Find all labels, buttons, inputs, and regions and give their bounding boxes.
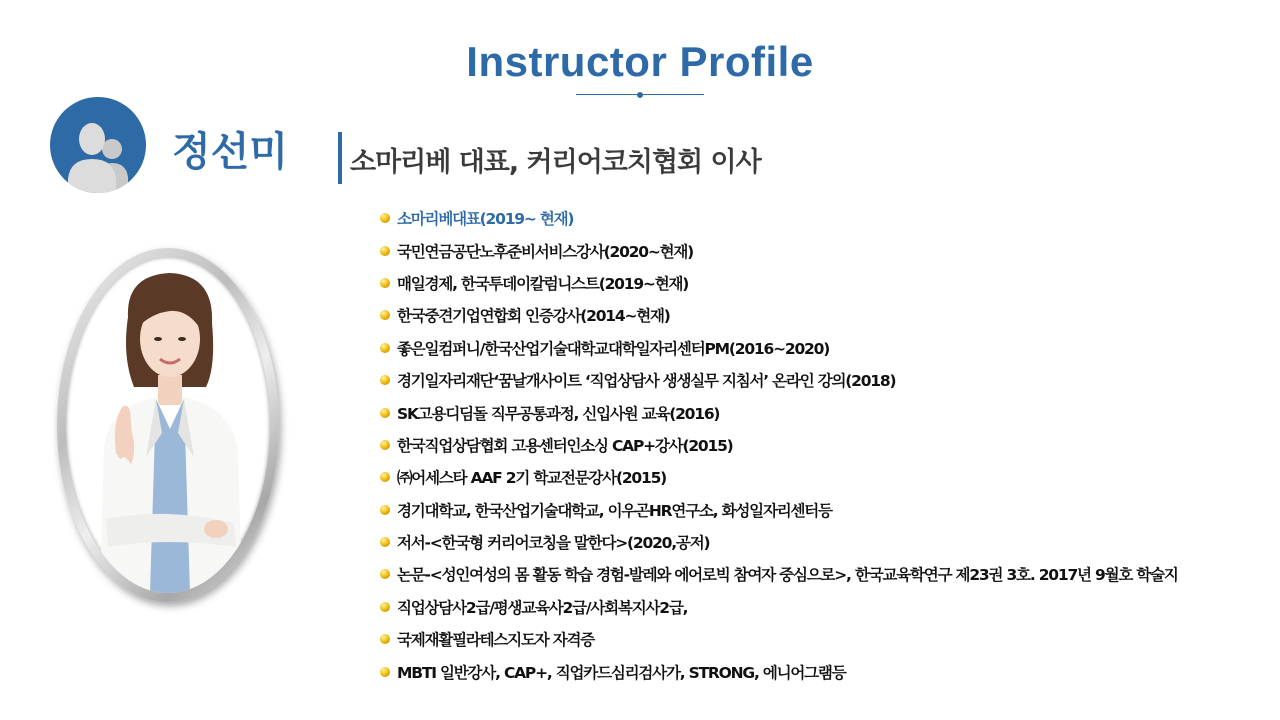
name-divider (338, 132, 342, 184)
page-title: Instructor Profile (466, 38, 814, 85)
career-item (380, 526, 1178, 558)
career-item-text: 국제재활필라테스지도자 자격증 (397, 631, 595, 650)
bullet-icon (380, 213, 390, 223)
bullet-icon (380, 408, 390, 418)
bullet-icon (380, 505, 390, 515)
career-item-text: MBTI 일반강사, CAP+, 직업카드심리검사가, STRONG, 에니어그램등 (397, 663, 846, 682)
career-item (380, 655, 1178, 687)
career-item (380, 494, 1178, 526)
career-item (380, 364, 1178, 396)
career-item-text: 매일경제, 한국투데이칼럼니스트(2019~현재) (397, 274, 689, 293)
career-item-text: 경기대학교, 한국산업기술대학교, 이우곤HR연구소, 화성일자리센터등 (397, 501, 832, 520)
bullet-icon (380, 602, 390, 612)
career-item (380, 591, 1178, 623)
career-item-text: 국민연금공단노후준비서비스강사(2020~현재) (397, 242, 694, 261)
career-item (380, 623, 1178, 655)
career-list (380, 202, 1178, 688)
career-item (380, 558, 1178, 590)
bullet-icon (380, 537, 390, 547)
bullet-icon (380, 440, 390, 450)
instructor-role: 소마리베 대표, 커리어코치협회 이사 (350, 147, 761, 178)
bullet-icon (380, 246, 390, 256)
career-item (380, 299, 1178, 331)
bullet-icon (380, 278, 390, 288)
title-divider-dot (637, 92, 643, 98)
career-item (380, 202, 1178, 234)
career-item-text: 한국직업상담협회 고용센터인소싱 CAP+강사(2015) (397, 436, 733, 455)
career-item-text: 좋은일컴퍼니/한국산업기술대학교대학일자리센터PM(2016~2020) (397, 339, 830, 358)
bullet-icon (380, 667, 390, 677)
career-item (380, 396, 1178, 428)
career-item (380, 429, 1178, 461)
career-item (380, 267, 1178, 299)
user-silhouette-icon (50, 97, 146, 193)
career-item-text: 직업상담사2급/평생교육사2급/사회복지사2급, (397, 598, 688, 617)
bullet-icon (380, 343, 390, 353)
bullet-icon (380, 634, 390, 644)
career-item-text: 논문-<성인여성의 몸 활동 학습 경험-발레와 에어로빅 참여자 중심으로>, 한국교육학연구 제23권 3호. 2017년 9월호 학술지 (397, 566, 1178, 585)
bullet-icon (380, 310, 390, 320)
career-item-text: 소마리베대표(2019~ 현재) (397, 210, 574, 229)
career-item (380, 461, 1178, 493)
bullet-icon (380, 472, 390, 482)
career-item-text: SK고용디딤돌 직무공통과정, 신입사원 교육(2016) (397, 404, 720, 423)
portrait-photo (66, 257, 270, 593)
bullet-icon (380, 375, 390, 385)
career-item-text: 경기일자리재단‘꿈날개사이트 ‘직업상담사 생생실무 지침서’ 온라인 강의(2018) (397, 372, 896, 391)
instructor-name: 정선미 (172, 129, 288, 175)
career-item-text: ㈜어세스타 AAF 2기 학교전문강사(2015) (397, 469, 667, 488)
portrait-frame (57, 248, 279, 602)
career-item-text: 한국중견기업연합회 인증강사(2014~현재) (397, 307, 670, 326)
bullet-icon (380, 569, 390, 579)
career-item (380, 234, 1178, 266)
career-item-text: 저서-<한국형 커리어코칭을 말한다>(2020,공저) (397, 534, 710, 553)
career-item (380, 332, 1178, 364)
